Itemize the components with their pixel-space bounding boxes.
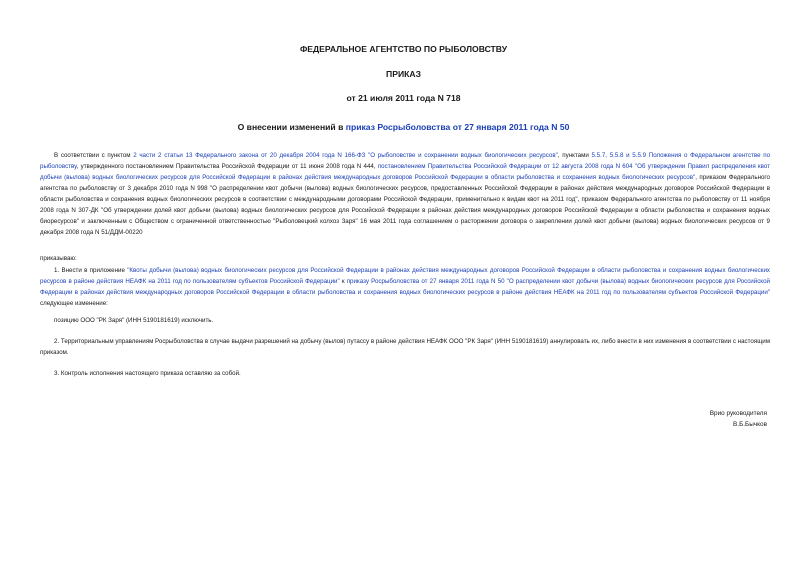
regulation-link[interactable]: 5.5.7, 5.5.8 и 5.5.9 Положения о Федеральном агентстве по рыболовству [40, 152, 771, 170]
preamble-text-a: В соответствии с пунктом [54, 152, 134, 159]
government-decree-link[interactable]: постановлением Правительства Российской Федерации от 12 августа 2008 года N 604 "Об утверждении Правил распределения квот добычи (вылова) водных биологических ресурсов для Российской Федерации в районах действия международных договоров Российской Федерации в области рыболовства и сохранения водных биологических ресурсов" [40, 163, 770, 181]
preamble-text-c: , утвержденного постановлением Правительства Российской Федерации от 11 июня 2008 года N 444, [76, 163, 378, 170]
clause-1-text-b: к [339, 278, 347, 285]
clause-3-paragraph: 3. Контроль исполнения настоящего приказа оставляю за собой. [54, 370, 241, 377]
preamble-text-b: , пунктами [557, 152, 592, 159]
document-date-number: от 21 июля 2011 года N 718 [346, 93, 461, 103]
agency-title: ФЕДЕРАЛЬНОЕ АГЕНТСТВО ПО РЫБОЛОВСТВУ [299, 44, 508, 54]
subject-order-link[interactable]: приказ Росрыболовства от 27 января 2011 года N 50 [345, 122, 570, 132]
order-50-link[interactable]: приказу Росрыболовства от 27 января 2011 года N 50 "О распределении квот добычи (вылова) водных биологических ресурсов для Российской Федерации в районах действия международных договоров Российской Федерации в области рыболовства и сохранения водных биологических ресурсов в районе действия НЕАФК на 2011 год по пользователям субъектов Российской Федерации" [40, 278, 770, 296]
subject-prefix: О внесении изменений в [237, 122, 346, 132]
clause-1-text-c: следующее изменение: [40, 300, 108, 307]
appendix-link[interactable]: "Квоты добычи (вылова) водных биологических ресурсов для Российской Федерации в районах действия международных договоров Российской Федерации в области рыболовства и сохранения водных биологических ресурсов в районе действия НЕАФК на 2011 год по пользователям субъектов Российской Федерации" [40, 267, 770, 285]
clause-1-item: позицию ООО "РК Заря" (ИНН 5190181619) исключить. [54, 317, 214, 324]
document-subject [0, 122, 807, 132]
signature-position: Врио руководителя [709, 410, 767, 417]
clause-1-text-a: 1. Внести в приложение [54, 267, 128, 274]
signature-name: В.Б.Бычков [733, 421, 767, 428]
federal-law-link[interactable]: 2 части 2 статьи 13 Федерального закона от 20 декабря 2004 года N 166-ФЗ "О рыболовстве и сохранении водных биологических ресурсов" [133, 152, 558, 159]
clause-1-paragraph [40, 265, 770, 309]
ordered-word: приказываю: [40, 255, 77, 262]
clause-2-paragraph: 2. Территориальным управлениям Росрыболовства в случае выдачи разрешений на добычу (вылов) путассу в районе действия НЕАФК ООО "РК Заря" (ИНН 5190181619) аннулировать их, либо внести в них изменения в соответствии с настоящим приказом. [40, 338, 770, 356]
document-type: ПРИКАЗ [386, 69, 421, 79]
preamble-text-d: , приказом Федерального агентства по рыболовству от 3 декабря 2010 года N 998 "О распределении квот добычи (вылова) водных биологических ресурсов, предоставленных Российской Федерации в районах действия международных договоров Российской Федерации в области рыболовства и сохранения водных биологических ресурсов в соответствии с международными договорами Российской Федерации, применительно к видам квот на 2011 год", приказом Федерального агентства по рыболовству от 11 ноября 2008 года N 307-ДК "Об утверждении долей квот добычи (вылова) водных биологических ресурсов для Российской Федерации в районах действия международных договоров Российской Федерации в области рыболовства и сохранения водных биоресурсов" и заключенным с Обществом с ограниченной ответственностью "Рыболовецкий колхоз Заря" 16 мая 2011 года соглашением о расторжении договора о закреплении долей квот добычи (вылова) водных биологических ресурсов от 9 декабря 2008 года N 51/ДДМ-00220 [40, 174, 770, 236]
preamble-paragraph [40, 150, 770, 238]
